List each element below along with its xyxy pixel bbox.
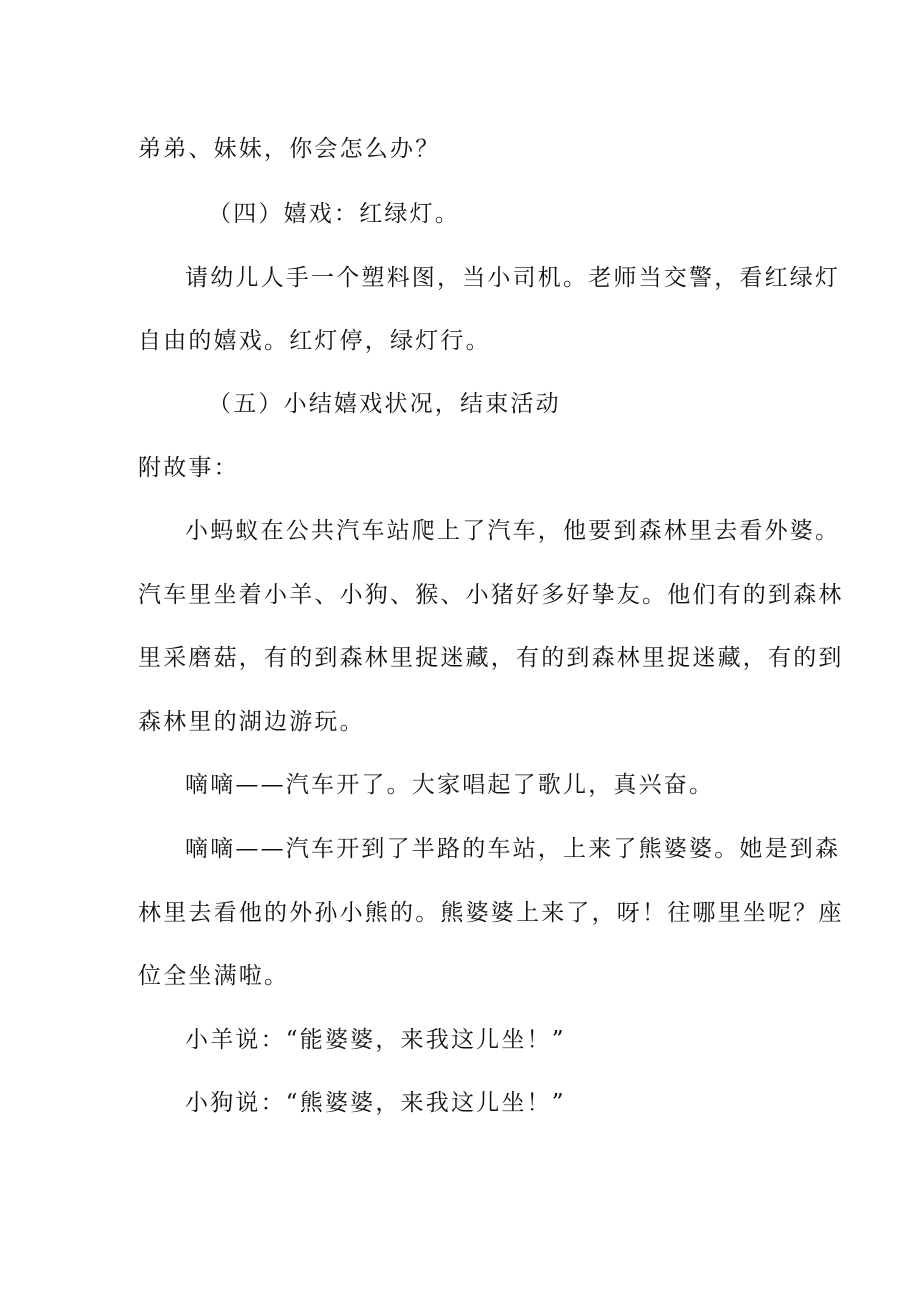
text-line: 自由的嬉戏。红灯停，绿灯行。 (138, 328, 491, 354)
text-line: 小蚂蚁在公共汽车站爬上了汽车，他要到森林里去看外婆。 (185, 518, 841, 544)
text-line: 请幼儿人手一个塑料图，当小司机。老师当交警，看红绿灯 (185, 265, 841, 291)
text-line: 嘀嘀——汽车开了。大家唱起了歌儿，真兴奋。 (185, 772, 715, 798)
text-line: 汽车里坐着小羊、小狗、猴、小猪好多好挚友。他们有的到森林 (138, 582, 844, 608)
text-line: 嘀嘀——汽车开到了半路的车站，上来了熊婆婆。她是到森 (185, 836, 841, 862)
text-line: 弟弟、妹妹，你会怎么办？ (138, 136, 441, 162)
dialogue-line: 小羊说：“能婆婆，来我这儿坐！” (185, 1027, 566, 1053)
dialogue-line: 小狗说：“熊婆婆，来我这儿坐！” (185, 1090, 566, 1116)
text-line: 林里去看他的外孙小熊的。熊婆婆上来了，呀！往哪里坐呢？座 (138, 900, 844, 926)
section-heading: （四）嬉戏：红绿灯。 (208, 201, 460, 227)
story-heading: 附故事： (138, 455, 239, 481)
text-line: 位全坐满啦。 (138, 963, 290, 989)
text-line: 森林里的湖边游玩。 (138, 709, 365, 735)
text-line: 里采磨菇，有的到森林里捉迷藏，有的到森林里捉迷藏，有的到 (138, 645, 844, 671)
section-heading: （五）小结嬉戏状况，结束活动 (208, 391, 561, 417)
